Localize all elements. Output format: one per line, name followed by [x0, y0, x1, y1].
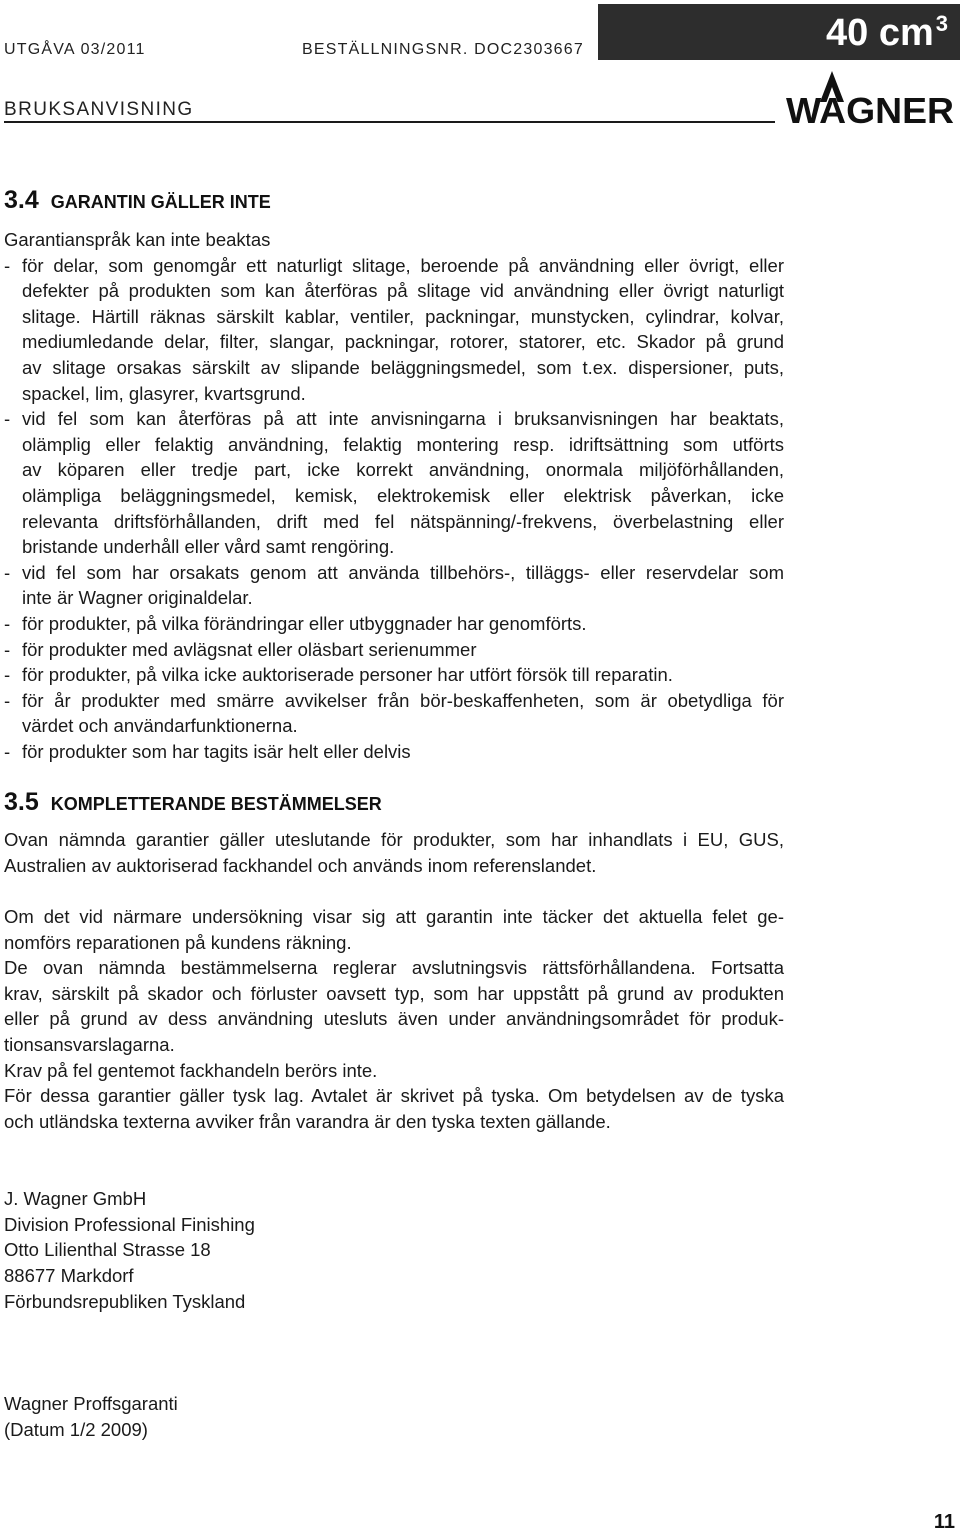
- text-line: De ovan nämnda bestämmelserna reglerar avslutningsvis rättsförhållandena. Fortsatta: [4, 957, 784, 979]
- text-line: relevanta driftsförhållanden, drift med fel nätspänning/-frekvens, överbelastning eller: [22, 510, 784, 532]
- text-line: slitage. Härtill räknas särskilt kablar, ventiler, packningar, munstycken, cylindrar, kolvar,: [22, 305, 784, 327]
- paragraph: [4, 1058, 784, 1084]
- text-line: krav, särskilt på skador och förluster oavsett typ, som har uppstått på grund av produkten: [4, 982, 784, 1004]
- list-item: [4, 739, 784, 765]
- text-line: av köparen eller tredje part, icke korrekt användning, onormala miljöförhållanden,: [22, 459, 784, 481]
- text-line: värdet och användarfunktionerna.: [22, 715, 298, 737]
- bullet-dash: -: [4, 612, 11, 634]
- text-line: bristande underhåll eller vård samt rengöring.: [22, 536, 395, 558]
- text-line: eller på grund av dess användning utesluts även under användningsområdet för produk-: [4, 1008, 784, 1030]
- paragraph: [4, 955, 784, 1057]
- address-line: Otto Lilienthal Strasse 18: [4, 1239, 211, 1261]
- text-line: Australien av auktoriserad fackhandel och används inom referenslandet.: [4, 854, 597, 876]
- text-line: för produkter, på vilka förändringar eller utbyggnader har genomförts.: [22, 612, 587, 634]
- section-title: KOMPLETTERANDE BESTÄMMELSER: [50, 794, 382, 814]
- volume-exponent: 3: [935, 11, 948, 36]
- warranty-footer: [4, 1391, 784, 1442]
- text-line: defekter på produkten som kan återföras på slitage vid användning eller övrigt naturligt: [22, 280, 784, 302]
- document-type: BRUKSANVISNING: [4, 99, 194, 120]
- paragraph: [4, 1083, 784, 1134]
- text-line: mediumledande delar, filter, slangar, packningar, rotorer, statorer, etc. Skador på grund: [22, 331, 784, 353]
- intro-text: Garantianspråk kan inte beaktas: [4, 229, 271, 250]
- list-item: [4, 253, 784, 407]
- text-line: Krav på fel gentemot fackhandeln berörs inte.: [4, 1059, 378, 1081]
- text-line: olämpliga beläggningsmedel, kemisk, elektrokemisk eller elektrisk påverkan, icke: [22, 484, 784, 506]
- text-line: för delar, som genomgår ett naturligt slitage, beroende på användning eller övrigt, eller: [22, 254, 784, 276]
- footer-line: Wagner Proffsgaranti: [4, 1393, 178, 1415]
- address-line: 88677 Markdorf: [4, 1264, 134, 1286]
- bullet-dash: -: [4, 638, 11, 660]
- section-title: GARANTIN GÄLLER INTE: [50, 192, 271, 212]
- list-item: [4, 611, 784, 637]
- section-body: [4, 227, 784, 764]
- text-line: för produkter med avlägsnat eller oläsbart serienummer: [22, 638, 477, 660]
- company-address: [4, 1186, 784, 1314]
- header-divider: [4, 121, 775, 123]
- edition-label: UTGÅVA 03/2011: [4, 41, 146, 58]
- volume-value: 40 cm: [826, 12, 934, 54]
- text-line: vid fel som kan återföras på att inte anvisningarna i bruksanvisningen har beaktats,: [22, 408, 784, 430]
- list-item: [4, 406, 784, 560]
- address-line: J. Wagner GmbH: [4, 1188, 147, 1210]
- text-line: vid fel som har orsakats genom att använda tillbehörs-, tilläggs- eller reservdelar som: [22, 561, 784, 583]
- list-item: [4, 637, 784, 663]
- bullet-dash: -: [4, 740, 11, 762]
- text-line: Ovan nämnda garantier gäller uteslutande för produkter, som har inhandlats i EU, GUS,: [4, 829, 784, 851]
- section-number: 3.4: [4, 186, 39, 214]
- text-line: spackel, lim, glasyrer, kvartsgrund.: [22, 382, 306, 404]
- paragraph: [4, 827, 784, 878]
- list-item: [4, 688, 784, 739]
- address-line: Division Professional Finishing: [4, 1213, 255, 1235]
- order-number-label: BESTÄLLNINGSNR. DOC2303667: [302, 41, 584, 58]
- list-item: [4, 560, 784, 611]
- section-heading: [4, 788, 382, 816]
- section-number: 3.5: [4, 788, 39, 816]
- bullet-dash: -: [4, 689, 11, 711]
- section-body: [4, 827, 784, 1134]
- bullet-dash: -: [4, 408, 11, 430]
- text-line: och utländska texterna avviker från varandra är den tyska texten gällande.: [4, 1110, 611, 1132]
- text-line: nomförs reparationen på kundens räkning.: [4, 931, 352, 953]
- text-line: tionsansvarslagarna.: [4, 1033, 175, 1055]
- list-item: [4, 662, 784, 688]
- volume-badge: [598, 4, 960, 60]
- address-line: Förbundsrepubliken Tyskland: [4, 1290, 246, 1312]
- bullet-dash: -: [4, 664, 11, 686]
- bullet-dash: -: [4, 561, 11, 583]
- section-heading: [4, 186, 271, 214]
- text-line: inte är Wagner originaldelar.: [22, 587, 253, 609]
- text-line: av slitage orsakas särskilt av slipande beläggningsmedel, som t.ex. dispersioner, puts,: [22, 356, 784, 378]
- text-line: för produkter som har tagits isär helt eller delvis: [22, 740, 411, 762]
- bullet-dash: -: [4, 254, 11, 276]
- text-line: Om det vid närmare undersökning visar sig att garantin inte täcker det aktuella felet ge-: [4, 905, 784, 927]
- text-line: för år produkter med smärre avvikelser från bör-beskaffenheten, som är obetydliga för: [22, 689, 784, 711]
- page-number: 11: [933, 1511, 955, 1533]
- wagner-logo: [784, 68, 958, 126]
- text-line: för produkter, på vilka icke auktoriserade personer har utfört försök till reparatin.: [22, 664, 673, 686]
- paragraph: [4, 904, 784, 955]
- logo-wordmark: WAGNER: [786, 90, 955, 126]
- text-line: olämplig eller felaktig användning, felaktig montering resp. idriftsättning som utförts: [22, 433, 784, 455]
- text-line: För dessa garantier gäller tysk lag. Avtalet är skrivet på tyska. Om betydelsen av de tyska: [4, 1085, 784, 1107]
- footer-line: (Datum 1/2 2009): [4, 1418, 148, 1440]
